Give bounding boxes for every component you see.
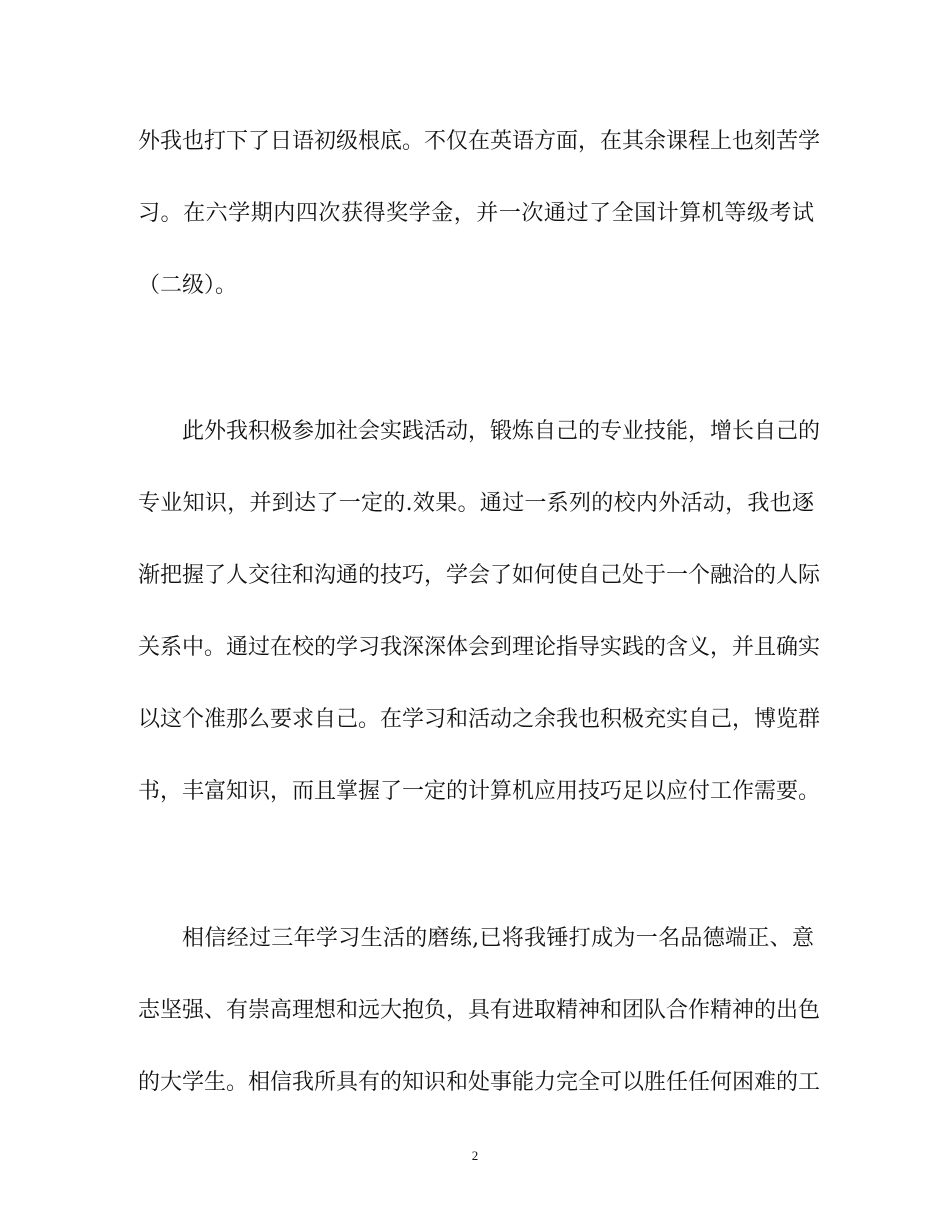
- paragraph-2-line-2: 专业知识，并到达了一定的.效果。通过一系列的校内外活动，我也逐: [138, 491, 814, 516]
- paragraph-2-line-5: 以这个准那么要求自己。在学习和活动之余我也积极充实自己，博览群: [138, 707, 821, 732]
- paragraph-1-line-2: 习。在六学期内四次获得奖学金，并一次通过了全国计算机等级考试: [138, 201, 814, 226]
- paragraph-3-line-3: 的大学生。相信我所具有的知识和处事能力完全可以胜任任何困难的工: [138, 1070, 821, 1095]
- paragraph-2-line-6: 书，丰富知识，而且掌握了一定的计算机应用技巧足以应付工作需要。: [138, 779, 821, 804]
- paragraph-3-line-1: 相信经过三年学习生活的磨练,已将我锤打成为一名品德端正、意: [182, 926, 814, 951]
- paragraph-1-line-1: 外我也打下了日语初级根底。不仅在英语方面，在其余课程上也刻苦学: [138, 129, 821, 154]
- page-number: 2: [471, 1148, 479, 1163]
- paragraph-1-line-3: （二级）。: [138, 273, 238, 298]
- paragraph-2-line-1: 此外我积极参加社会实践活动，锻炼自己的专业技能，增长自己的: [182, 419, 821, 444]
- paragraph-2-line-3: 渐把握了人交往和沟通的技巧，学会了如何使自己处于一个融洽的人际: [138, 563, 821, 588]
- paragraph-3-line-2: 志坚强、有崇高理想和远大抱负，具有进取精神和团队合作精神的出色: [138, 998, 821, 1023]
- paragraph-2-line-4: 关系中。通过在校的学习我深深体会到理论指导实践的含义，并且确实: [138, 635, 821, 660]
